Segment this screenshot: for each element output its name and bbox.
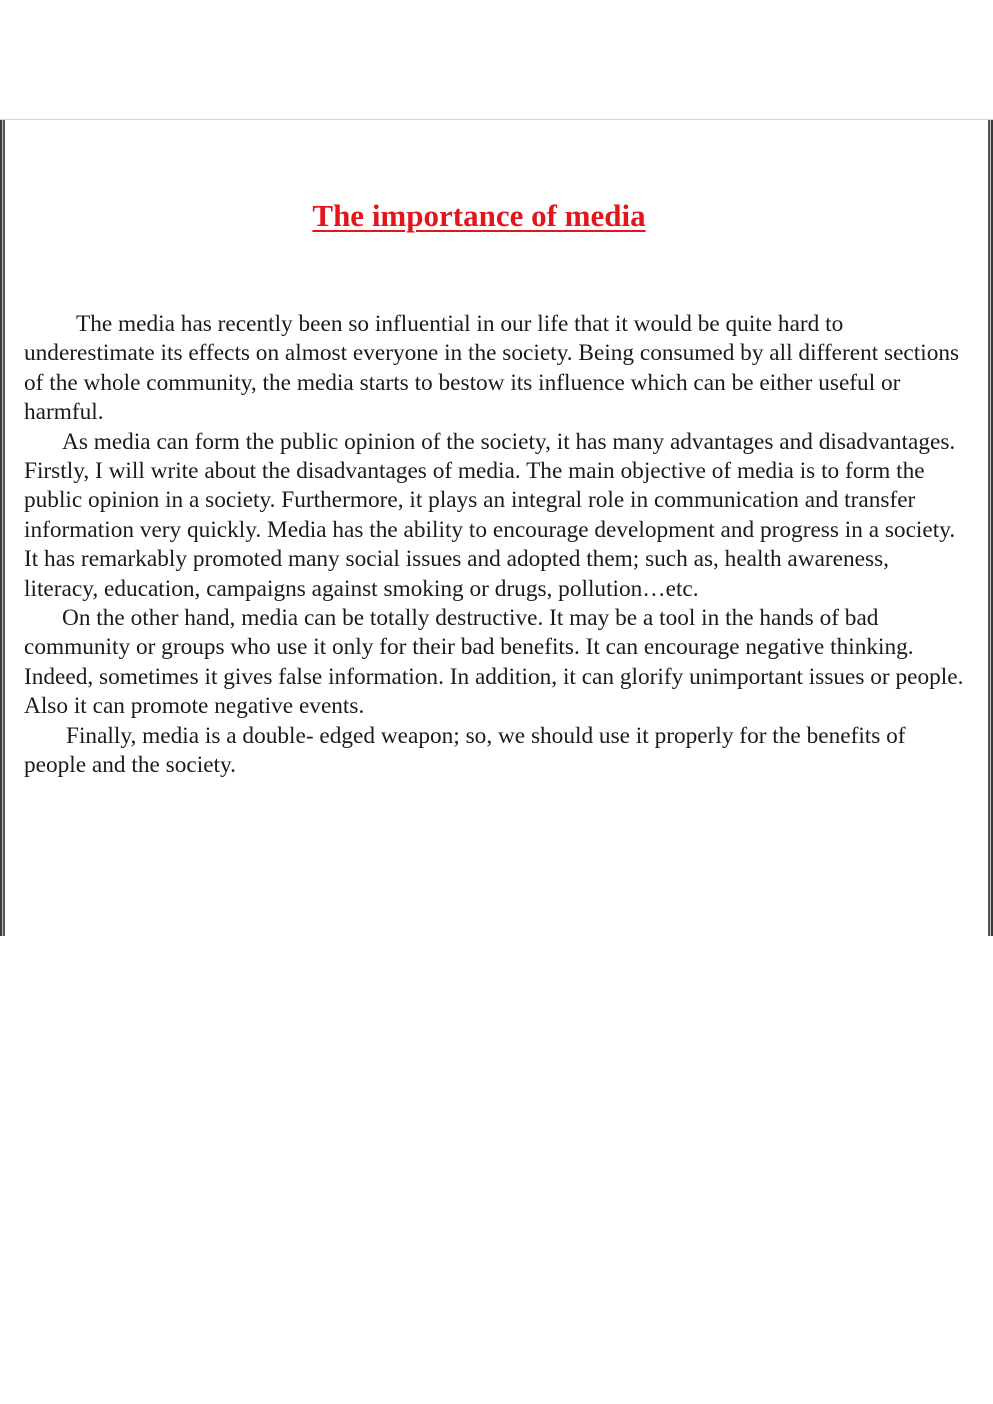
paragraph-conclusion: Finally, media is a double- edged weapon; so, we should use it properly for the benefits of people and the society. (24, 722, 906, 779)
document-title: The importance of media (312, 198, 646, 233)
document-page (0, 119, 993, 936)
page-left-border (0, 120, 5, 936)
page-right-border (988, 120, 993, 936)
document-body (24, 310, 964, 781)
paragraph-advantages: As media can form the public opinion of the society, it has many advantages and disadvantages. Firstly, I will write about the disadvantages of media. The main objective of media is to form the public opinion in a society. Furthermore, it plays an integral role in communication and transfer information very quickly. Media has the ability to encourage development and progress in a society. It has remarkably promoted many social issues and adopted them; such as, health awareness, literacy, education, campaigns against smoking or drugs, pollution…etc. (24, 428, 956, 602)
paragraph-intro: The media has recently been so influential in our life that it would be quite hard to underestimate its effects on almost everyone in the society. Being consumed by all different sections of the whole community, the media starts to bestow its influence which can be either useful or harmful. (24, 311, 960, 426)
paragraph-disadvantages: On the other hand, media can be totally destructive. It may be a tool in the hands of bad community or groups who use it only for their bad benefits. It can encourage negative thinking. Indeed, sometimes it gives false information. In addition, it can glorify unimportant issues or people. Also it can promote negative events. (24, 605, 964, 720)
